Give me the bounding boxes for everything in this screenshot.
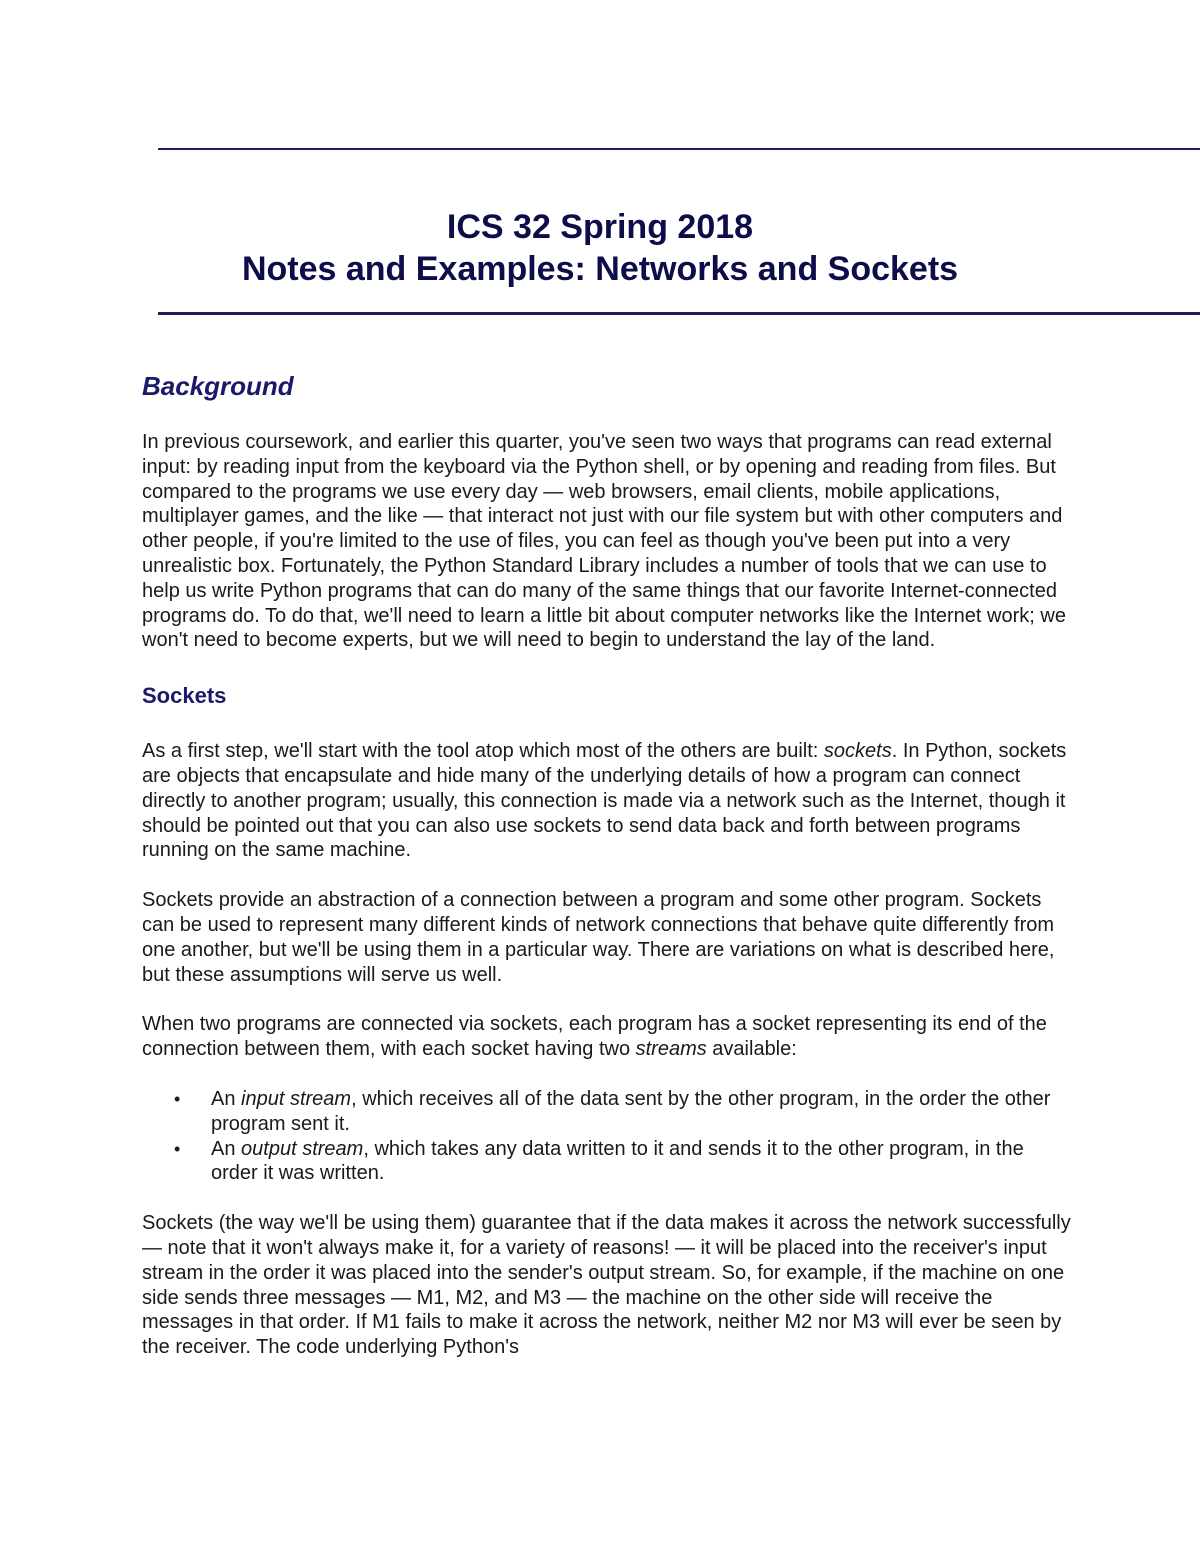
streams-term: streams <box>635 1038 707 1061</box>
bullet-icon: • <box>174 1138 181 1159</box>
bullet-icon: • <box>174 1088 181 1109</box>
page-title-block <box>0 206 1200 290</box>
course-title: ICS 32 Spring 2018 <box>446 208 754 246</box>
background-paragraph: In previous coursework, and earlier this quarter, you've seen two ways that programs can read external input: by reading input from the keyboard via the Python shell, or by opening and reading from files. But compared to the programs we use every day — web browsers, email clients, mobile applications, multiplayer games, and the like — that interact not just with our file system but with other computers and other people, if you're limited to the use of files, you can feel as though you've been put into a very unrealistic box. Fortunately, the Python Standard Library includes a number of tools that we can use to help us write Python programs that can do many of the same things that our favorite Internet-connected programs do. To do that, we'll need to learn a little bit about computer networks like the Internet work; we won't need to become experts, but we will need to begin to understand the lay of the land. <box>142 431 1066 652</box>
sockets-paragraph-4: Sockets (the way we'll be using them) guarantee that if the data makes it across the network successfully — note that it won't always make it, for a variety of reasons! — it will be placed into the receiver's input stream in the order it was placed into the sender's output stream. So, for example, if the machine on one side sends three messages — M1, M2, and M3 — the machine on the other side will receive the messages in that order. If M1 fails to make it across the network, neither M2 nor M3 will ever be seen by the receiver. The code underlying Python's <box>142 1212 1071 1359</box>
document-body <box>142 368 1072 1360</box>
page-title: Notes and Examples: Networks and Sockets <box>241 250 959 288</box>
top-horizontal-rule <box>158 148 1200 150</box>
sockets-paragraph-2: Sockets provide an abstraction of a connection between a program and some other program. Sockets can be used to represent many different kinds of network connections that behave quite differently from one another, but we'll be using them in a particular way. There are variations on what is described here, but these assumptions will serve us well. <box>142 889 1055 986</box>
output-stream-term: output stream <box>241 1137 364 1160</box>
sockets-heading: Sockets <box>142 683 227 709</box>
list-item: • An input stream, which receives all of the data sent by the other program, in the order the other program sent it. <box>174 1087 1051 1135</box>
list-item: • An output stream, which takes any data written to it and sends it to the other program, in the order it was written. <box>174 1137 1024 1185</box>
input-stream-term: input stream <box>241 1087 352 1110</box>
streams-list <box>142 1087 1072 1186</box>
sockets-paragraph-1: As a first step, we'll start with the tool atop which most of the others are built: sockets. In Python, sockets are objects that encapsulate and hide many of the underlying details of how a program can connect directly to another program; usually, this connection is made via a network such as the Internet, though it should be pointed out that you can also use sockets to send data back and forth between programs running on the same machine. <box>142 740 1067 862</box>
bottom-horizontal-rule <box>158 312 1200 315</box>
background-heading: Background <box>142 371 294 401</box>
sockets-paragraph-3: When two programs are connected via sockets, each program has a socket representing its end of the connection between them, with each socket having two streams available: <box>142 1013 1047 1061</box>
sockets-term: sockets <box>823 740 892 763</box>
